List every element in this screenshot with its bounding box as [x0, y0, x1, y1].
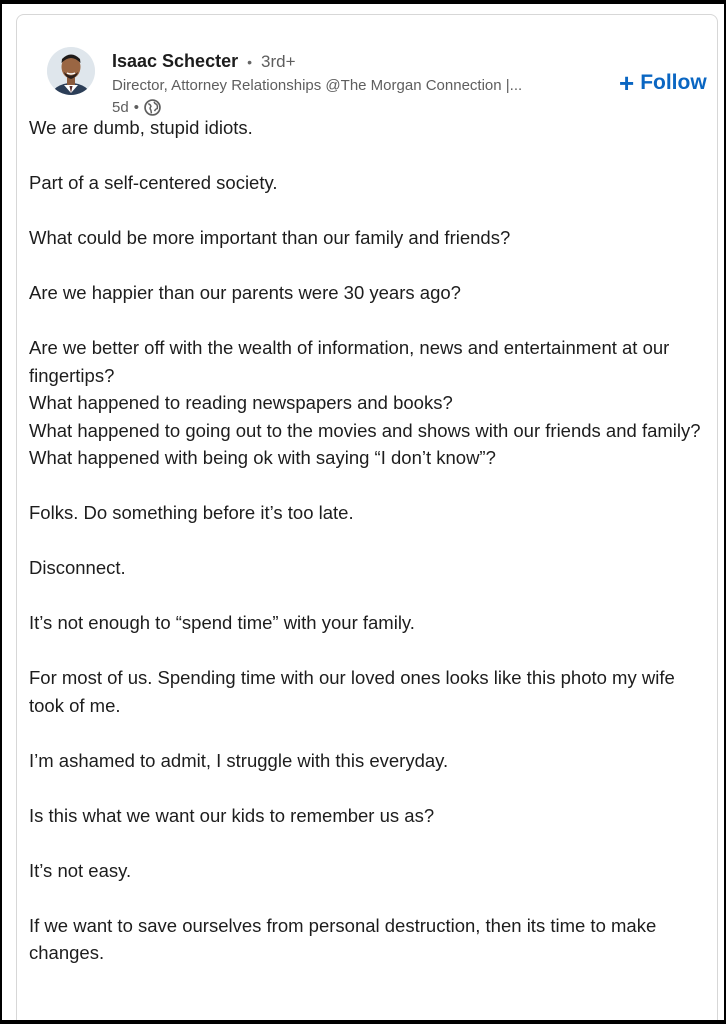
author-line [112, 51, 296, 72]
paragraph-gap [29, 829, 709, 857]
avatar[interactable] [47, 47, 95, 95]
paragraph-gap [29, 884, 709, 912]
post-paragraph: We are dumb, stupid idiots. [29, 117, 253, 138]
post-paragraph: Are we better off with the wealth of information, news and entertainment at our fingertips? [29, 337, 670, 386]
paragraph-gap [29, 472, 709, 500]
post-time: 5d [112, 99, 129, 116]
post-paragraph: Disconnect. [29, 557, 126, 578]
post-paragraph: It’s not enough to “spend time” with your family. [29, 612, 415, 633]
post-body [29, 114, 709, 967]
post-paragraph: Is this what we want our kids to remember us as? [29, 804, 435, 826]
avatar-photo [47, 47, 95, 95]
post-paragraph: Part of a self-centered society. [29, 172, 278, 193]
post-paragraph: If we want to save ourselves from personal destruction, then its time to make changes. [29, 914, 657, 963]
name-separator: • [247, 54, 253, 70]
post-paragraph: What happened with being ok with saying “I don’t know”? [29, 447, 496, 468]
post-paragraph: For most of us. Spending time with our loved ones looks like this photo my wife took of me. [29, 667, 675, 716]
paragraph-gap [29, 527, 709, 555]
post-paragraph: It’s not easy. [29, 859, 132, 881]
follow-button[interactable] [619, 68, 707, 98]
paragraph-gap [29, 252, 709, 280]
paragraph-gap [29, 637, 709, 665]
paragraph-gap [29, 197, 709, 225]
post-paragraph: What happened to going out to the movies and shows with our friends and family? [29, 419, 701, 441]
paragraph-gap [29, 307, 709, 335]
paragraph-gap [29, 582, 709, 610]
plus-icon: + [619, 68, 635, 98]
author-name[interactable]: Isaac Schecter [112, 51, 239, 71]
follow-label: Follow [640, 71, 707, 94]
paragraph-gap [29, 774, 709, 802]
post-paragraph: I’m ashamed to admit, I struggle with this everyday. [29, 749, 449, 771]
post-paragraph: What happened to reading newspapers and books? [29, 392, 453, 413]
post-paragraph: Folks. Do something before it’s too late. [29, 502, 354, 523]
meta-separator: • [133, 99, 139, 116]
author-headline: Director, Attorney Relationships @The Morgan Connection |... [112, 77, 523, 94]
post-paragraph: Are we happier than our parents were 30 years ago? [29, 282, 461, 303]
connection-degree: 3rd+ [261, 52, 296, 71]
post-paragraph: What could be more important than our family and friends? [29, 227, 511, 248]
top-tab-marker [284, 0, 398, 3]
paragraph-gap [29, 142, 709, 170]
paragraph-gap [29, 719, 709, 747]
post-header [33, 31, 713, 123]
